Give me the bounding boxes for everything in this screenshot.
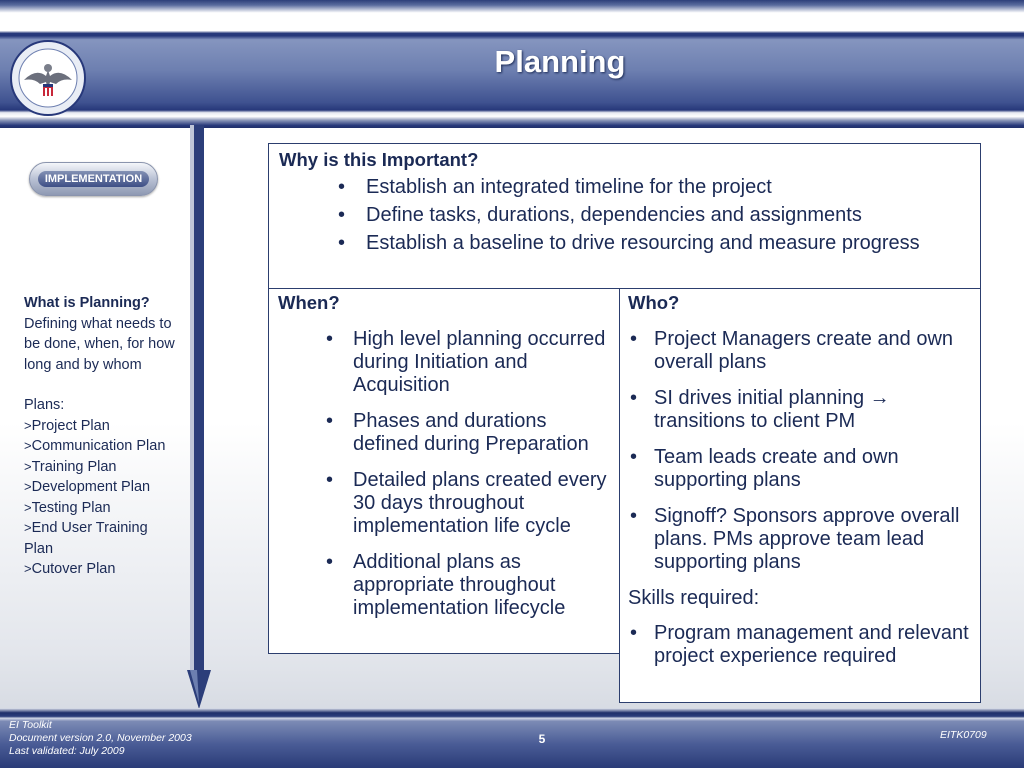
footer-version: Document version 2.0, November 2003 [9, 732, 192, 744]
when-bullet: • Additional plans as appropriate throughout implementation lifecycle [324, 551, 610, 620]
footer-validated: Last validated: July 2009 [9, 745, 125, 757]
footer-document-info [9, 719, 192, 758]
when-bullet: • Detailed plans created every 30 days throughout implementation life cycle [324, 469, 610, 538]
page-number: 5 [538, 732, 546, 746]
who-bullet: • SI drives initial planning → transitions to client PM [628, 387, 972, 433]
skills-bullet: • Program management and relevant project experience required [628, 622, 972, 668]
seal-logo-icon [10, 40, 86, 116]
why-important-box [268, 143, 981, 289]
page-title: Planning [494, 44, 626, 79]
why-bullet: • Establish a baseline to drive resourcing and measure progress [336, 232, 970, 255]
who-box [619, 288, 981, 703]
why-bullet: • Define tasks, durations, dependencies and assignments [336, 204, 970, 227]
who-bullet: • Signoff? Sponsors approve overall plans. PMs approve team lead supporting plans [628, 505, 972, 574]
plan-item: >Project Plan [24, 417, 110, 434]
when-bullet: • High level planning occurred during Initiation and Acquisition [324, 328, 610, 397]
when-box [268, 288, 620, 654]
implementation-phase-button[interactable] [29, 162, 158, 196]
footer-toolkit: EI Toolkit [9, 719, 52, 731]
who-bullet: • Team leads create and own supporting plans [628, 446, 972, 492]
implementation-label: IMPLEMENTATION [38, 171, 149, 187]
who-bullet: • Project Managers create and own overall plans [628, 328, 972, 374]
when-bullet: • Phases and durations defined during Preparation [324, 410, 610, 456]
plan-item: >Development Plan [24, 479, 151, 495]
plan-item: >Cutover Plan [24, 561, 116, 577]
why-title: Why is this Important? [279, 149, 479, 170]
plan-item: >Testing Plan [24, 499, 111, 516]
sidebar-definition-text: Defining what needs to be done, when, for how long and by whom [24, 315, 175, 373]
skills-label: Skills required: [628, 587, 760, 609]
sidebar-definition [24, 293, 180, 580]
plans-label: Plans: [24, 397, 65, 413]
why-bullet: • Establish an integrated timeline for the project [336, 176, 970, 199]
footer-code: EITK0709 [940, 729, 987, 741]
plan-item: >Training Plan [24, 458, 117, 475]
who-title: Who? [628, 292, 680, 313]
timeline-arrow-icon [185, 125, 213, 711]
when-title: When? [278, 292, 340, 313]
sidebar-question: What is Planning? [24, 295, 150, 311]
plan-item: >Communication Plan [24, 438, 166, 454]
plan-item: >End User Training Plan [24, 520, 148, 557]
